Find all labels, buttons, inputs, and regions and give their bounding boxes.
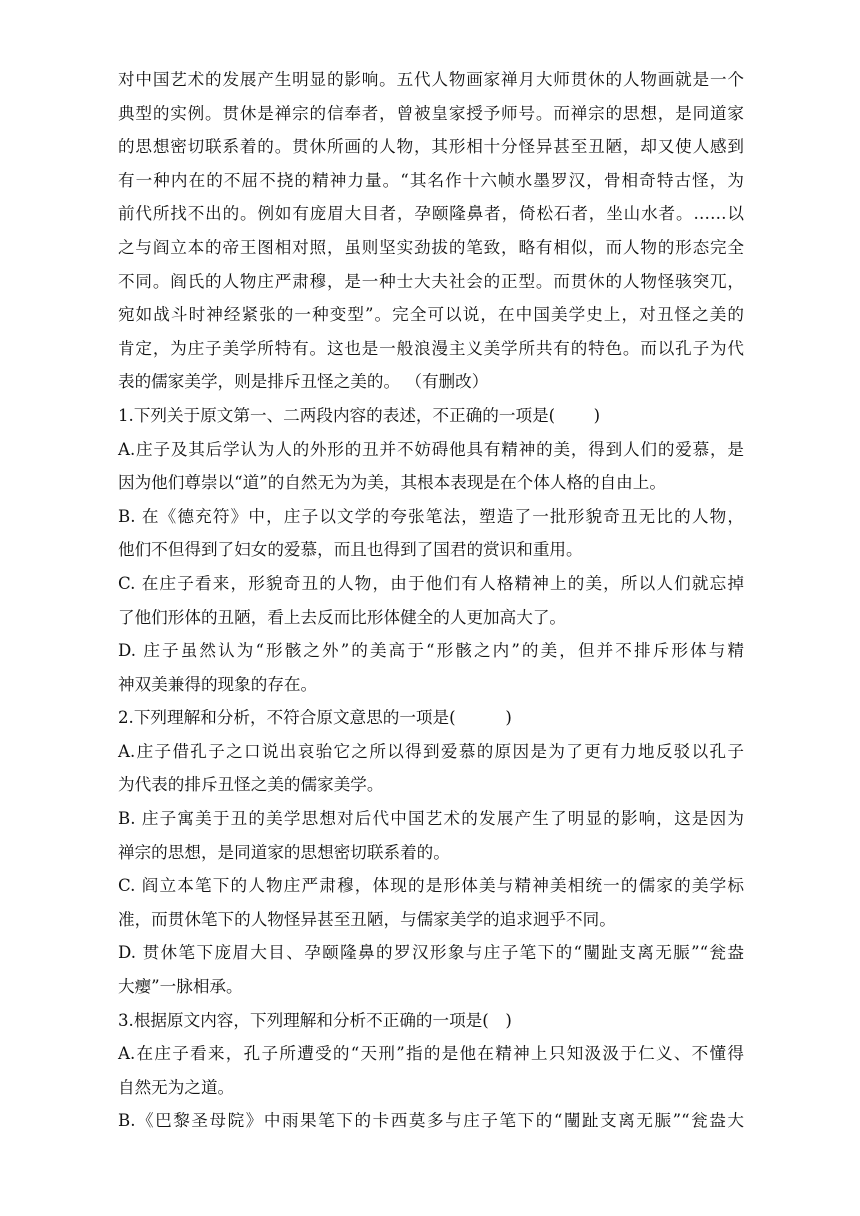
option-b <box>118 802 744 869</box>
option-line: B. 庄子寓美于丑的美学思想对后代中国艺术的发展产生了明显的影响，这是因为 <box>118 809 744 829</box>
option-line: 大瘿”一脉相承。 <box>118 977 243 997</box>
question-1 <box>118 399 744 701</box>
option-line: 自然无为之道。 <box>118 1077 235 1097</box>
passage-line: 前代所找不出的。例如有庞眉大目者，孕颐隆鼻者，倚松石者，坐山水者。……以 <box>118 204 744 224</box>
option-a <box>118 1037 744 1104</box>
option-d <box>118 634 744 701</box>
passage-line: 的思想密切联系着的。贯休所画的人物，其形相十分怪异甚至丑陋，却又使人感到 <box>118 137 744 157</box>
question-2 <box>118 701 744 1003</box>
passage-line: 对中国艺术的发展产生明显的影响。五代人物画家禅月大师贯休的人物画就是一个 <box>118 70 744 89</box>
option-line: 为代表的排斥丑怪之美的儒家美学。 <box>118 775 384 795</box>
option-line: B.《巴黎圣母院》中雨果笔下的卡西莫多与庄子笔下的“闉趾支离无脤”“瓮盎大 <box>118 1111 744 1131</box>
question-3 <box>118 1004 744 1138</box>
option-line: A.庄子及其后学认为人的外形的丑并不妨碍他具有精神的美，得到人们的爱慕，是 <box>118 439 744 459</box>
option-line: 神双美兼得的现象的存在。 <box>118 674 318 694</box>
option-b <box>118 1104 744 1138</box>
option-b <box>118 500 744 567</box>
document-page <box>118 63 744 1138</box>
option-d <box>118 936 744 1003</box>
passage-line: 典型的实例。贯休是禅宗的信奉者，曾被皇家授予师号。而禅宗的思想，是同道家 <box>118 103 744 123</box>
option-line: 了他们形体的丑陋，看上去反而比形体健全的人更加高大了。 <box>118 607 567 627</box>
option-a <box>118 433 744 500</box>
passage-line: 有一种内在的不屈不挠的精神力量。“其名作十六帧水墨罗汉，骨相奇特古怪，为 <box>118 170 744 190</box>
option-line: 他们不但得到了妇女的爱慕，而且也得到了国君的赏识和重用。 <box>118 540 583 560</box>
option-line: B. 在《德充符》中，庄子以文学的夸张笔法，塑造了一批形貌奇丑无比的人物， <box>118 506 744 526</box>
passage-line: 不同。阎氏的人物庄严肃穆，是一种士大夫社会的正型。而贯休的人物怪骇突兀， <box>118 271 744 291</box>
passage-line: 之与阎立本的帝王图相对照，虽则坚实劲拔的笔致，略有相似，而人物的形态完全 <box>118 237 744 257</box>
passage-line: 肯定，为庄子美学所特有。这也是一般浪漫主义美学所共有的特色。而以孔子为代 <box>118 338 744 358</box>
option-c <box>118 567 744 634</box>
question-stem: 3.根据原文内容，下列理解和分析不正确的一项是( ) <box>118 1010 512 1030</box>
option-a <box>118 735 744 802</box>
passage-line: 表的儒家美学，则是排斥丑怪之美的。 （有删改） <box>118 372 489 392</box>
option-line: 准，而贯休笔下的人物怪异甚至丑陋，与儒家美学的追求迥乎不同。 <box>118 909 616 929</box>
question-stem: 1.下列关于原文第一、二两段内容的表述，不正确的一项是( ) <box>118 405 601 425</box>
option-line: A.庄子借孔子之口说出哀骀它之所以得到爱慕的原因是为了更有力地反驳以孔子 <box>118 741 744 761</box>
option-line: C. 阎立本笔下的人物庄严肃穆，体现的是形体美与精神美相统一的儒家的美学标 <box>118 876 744 896</box>
option-line: 因为他们尊崇以“道”的自然无为为美，其根本表现是在个体人格的自由上。 <box>118 473 666 493</box>
option-line: A.在庄子看来，孔子所遭受的“天刑”指的是他在精神上只知汲汲于仁义、不懂得 <box>118 1044 744 1064</box>
question-stem: 2.下列理解和分析，不符合原文意思的一项是( ) <box>118 708 512 728</box>
passage-paragraph <box>118 63 744 399</box>
option-line: 禅宗的思想，是同道家的思想密切联系着的。 <box>118 842 450 862</box>
passage-line: 宛如战斗时神经紧张的一种变型”。完全可以说，在中国美学史上，对丑怪之美的 <box>118 305 744 325</box>
option-line: D. 贯休笔下庞眉大目、孕颐隆鼻的罗汉形象与庄子笔下的“闉趾支离无脤”“瓮盎 <box>118 943 744 963</box>
option-line: C. 在庄子看来，形貌奇丑的人物，由于他们有人格精神上的美，所以人们就忘掉 <box>118 573 744 593</box>
option-line: D. 庄子虽然认为“形骸之外”的美高于“形骸之内”的美，但并不排斥形体与精 <box>118 641 744 661</box>
option-c <box>118 869 744 936</box>
